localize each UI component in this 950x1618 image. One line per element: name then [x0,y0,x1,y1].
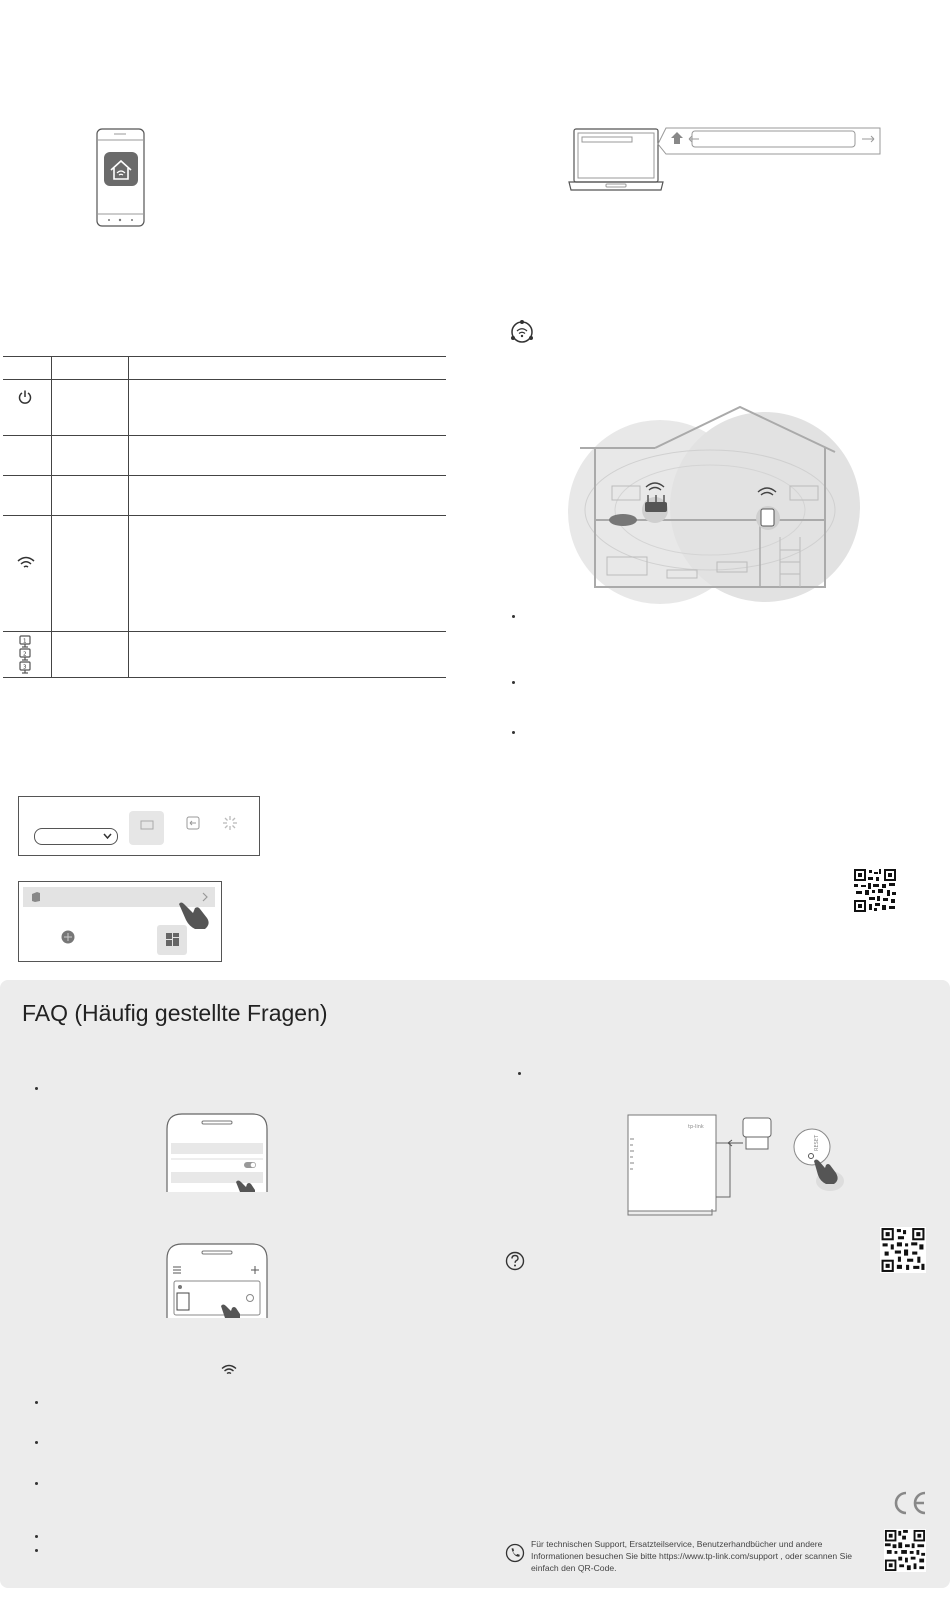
qr-code [853,868,897,913]
device-icon [31,891,41,903]
led-status-table [3,356,446,678]
laptop-browser-illustration [568,124,883,199]
svg-text:2: 2 [23,651,27,658]
app-device-panel [18,881,222,962]
app-toolbar-panel [18,796,260,856]
login-icon[interactable] [185,815,201,831]
svg-text:RESET: RESET [814,1134,820,1151]
phone-illustration [96,128,146,228]
bullet [35,1441,38,1444]
mesh-wifi-icon [509,319,535,345]
ethernet-port-icon [18,635,32,675]
svg-text:1: 1 [23,638,27,645]
bullet [512,731,515,734]
router-reset-illustration [626,1113,848,1217]
faq-section [0,980,950,1588]
svg-text:3: 3 [23,664,27,671]
qr-code [880,1227,926,1273]
network-icon[interactable] [61,930,75,944]
bullet [35,1549,38,1552]
house-coverage-illustration [565,402,865,612]
faq-title: FAQ (Häufig gestellte Fragen) [22,1000,328,1026]
faq-phone-device-illustration [166,1243,268,1319]
bullet [512,681,515,684]
power-icon [17,389,33,405]
home-wifi-icon [104,152,138,186]
network-dropdown[interactable] [34,828,118,845]
wifi-icon [221,1364,237,1376]
dashboard-icon [166,933,179,946]
bullet [35,1482,38,1485]
wifi-icon [17,556,35,570]
bullet [35,1535,38,1538]
phone-icon [505,1543,525,1563]
device-icon [139,819,155,831]
ce-mark [892,1490,928,1516]
svg-text:tp-link: tp-link [688,1124,704,1130]
dashboard-tab-button[interactable] [157,925,187,955]
faq-phone-settings-illustration [166,1113,268,1193]
bullet [35,1087,38,1090]
chevron-down-icon [103,832,112,840]
bullet [518,1072,521,1075]
loading-icon [222,815,238,831]
qr-code [884,1529,926,1572]
bullet [512,615,515,618]
question-icon [505,1251,525,1271]
bullet [35,1401,38,1404]
support-info-text: Für technischen Support, Ersatzteilservice, Benutzerhandbücher und andere Informationen besuchen Sie bitte https://www.tp-link.com/support , oder scannen Sie einfach den QR-Code. [531,1539,853,1573]
device-tab-button[interactable] [129,811,164,845]
